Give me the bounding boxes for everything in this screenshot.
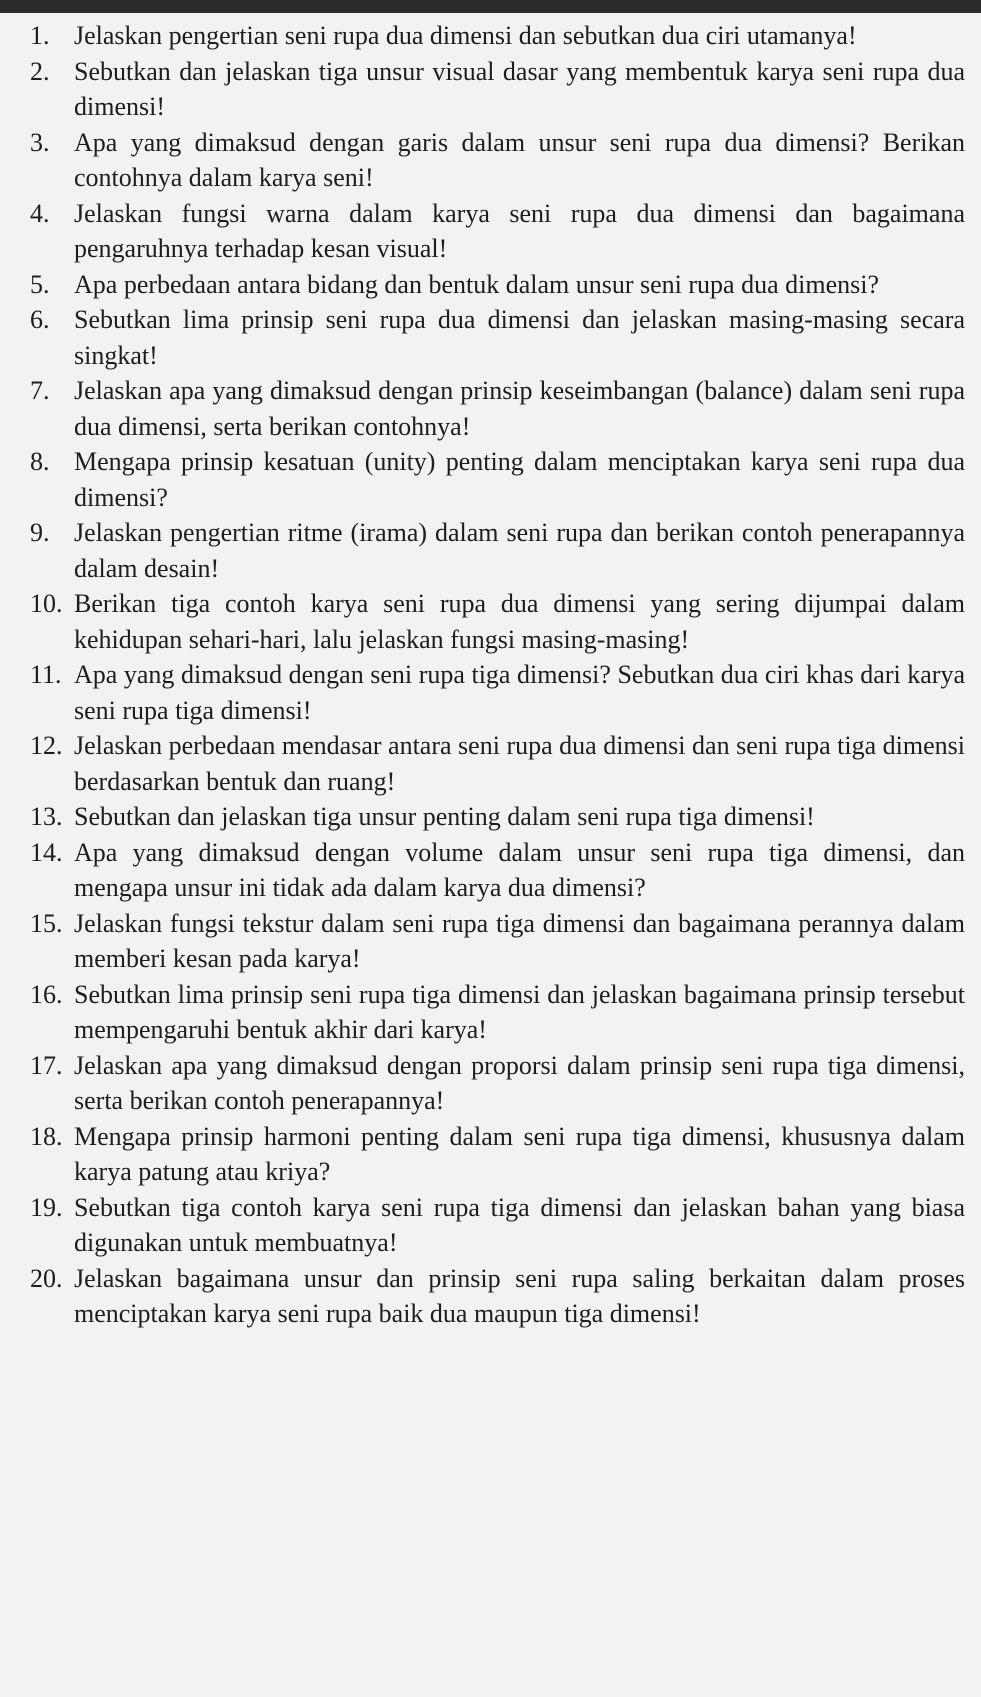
question-text: Jelaskan apa yang dimaksud dengan proporsi dalam prinsip seni rupa tiga dimensi, serta berikan contoh penerapannya! bbox=[74, 1050, 965, 1115]
question-text: Apa yang dimaksud dengan garis dalam unsur seni rupa dua dimensi? Berikan contohnya dalam karya seni! bbox=[74, 127, 965, 192]
question-text: Apa yang dimaksud dengan seni rupa tiga dimensi? Sebutkan dua ciri khas dari karya seni rupa tiga dimensi! bbox=[74, 660, 965, 725]
question-number: 10. bbox=[30, 589, 63, 618]
question-number: 15. bbox=[30, 908, 63, 938]
question-number: 6. bbox=[30, 305, 50, 334]
question-number: 5. bbox=[30, 269, 50, 299]
question-text: Jelaskan perbedaan mendasar antara seni rupa dua dimensi dan seni rupa tiga dimensi berdasarkan bentuk dan ruang! bbox=[74, 731, 965, 796]
question-item bbox=[30, 1119, 965, 1190]
question-item bbox=[30, 125, 965, 196]
question-item bbox=[30, 799, 965, 835]
question-text: Sebutkan lima prinsip seni rupa dua dimensi dan jelaskan masing-masing secara singkat! bbox=[74, 305, 965, 370]
question-number: 17. bbox=[30, 1050, 63, 1080]
question-text: Jelaskan pengertian ritme (irama) dalam seni rupa dan berikan contoh penerapannya dalam desain! bbox=[74, 518, 965, 583]
question-item bbox=[30, 977, 965, 1048]
question-item bbox=[30, 196, 965, 267]
question-number: 19. bbox=[30, 1192, 63, 1222]
question-text: Jelaskan pengertian seni rupa dua dimensi dan sebutkan dua ciri utamanya! bbox=[74, 21, 857, 50]
question-number: 7. bbox=[30, 376, 50, 405]
question-text: Sebutkan dan jelaskan tiga unsur penting dalam seni rupa tiga dimensi! bbox=[74, 802, 815, 831]
question-text: Apa perbedaan antara bidang dan bentuk dalam unsur seni rupa dua dimensi? bbox=[74, 269, 879, 299]
question-sheet bbox=[0, 13, 981, 1697]
question-item bbox=[30, 1190, 965, 1261]
question-number: 18. bbox=[30, 1121, 63, 1151]
question-text: Sebutkan dan jelaskan tiga unsur visual dasar yang membentuk karya seni rupa dua dimensi! bbox=[74, 56, 965, 121]
question-text: Jelaskan fungsi tekstur dalam seni rupa tiga dimensi dan bagaimana perannya dalam memberi kesan pada karya! bbox=[74, 908, 965, 973]
question-text: Berikan tiga contoh karya seni rupa dua dimensi yang sering dijumpai dalam kehidupan sehari-hari, lalu jelaskan fungsi masing-masing! bbox=[74, 589, 965, 654]
question-text: Sebutkan lima prinsip seni rupa tiga dimensi dan jelaskan bagaimana prinsip tersebut mempengaruhi bentuk akhir dari karya! bbox=[74, 979, 965, 1044]
question-number: 16. bbox=[30, 979, 63, 1009]
question-text: Jelaskan bagaimana unsur dan prinsip seni rupa saling berkaitan dalam proses menciptakan karya seni rupa baik dua maupun tiga dimensi! bbox=[74, 1263, 965, 1328]
question-item bbox=[30, 728, 965, 799]
question-item bbox=[30, 54, 965, 125]
question-item bbox=[30, 1048, 965, 1119]
question-text: Jelaskan fungsi warna dalam karya seni rupa dua dimensi dan bagaimana pengaruhnya terhadap kesan visual! bbox=[74, 198, 965, 263]
question-item bbox=[30, 267, 965, 303]
question-number: 1. bbox=[30, 21, 50, 50]
question-text: Mengapa prinsip harmoni penting dalam seni rupa tiga dimensi, khususnya dalam karya patung atau kriya? bbox=[74, 1121, 965, 1186]
question-number: 4. bbox=[30, 198, 50, 228]
question-item bbox=[30, 1261, 965, 1332]
question-item bbox=[30, 835, 965, 906]
question-item bbox=[30, 657, 965, 728]
question-text: Jelaskan apa yang dimaksud dengan prinsip keseimbangan (balance) dalam seni rupa dua dimensi, serta berikan contohnya! bbox=[74, 376, 965, 441]
question-number: 12. bbox=[30, 731, 63, 760]
question-list bbox=[30, 18, 965, 1332]
question-number: 14. bbox=[30, 837, 63, 867]
question-item bbox=[30, 586, 965, 657]
question-number: 2. bbox=[30, 56, 50, 86]
question-number: 9. bbox=[30, 518, 50, 547]
question-number: 13. bbox=[30, 802, 63, 831]
question-number: 11. bbox=[30, 660, 62, 689]
question-number: 20. bbox=[30, 1263, 63, 1293]
question-item bbox=[30, 18, 965, 54]
question-item bbox=[30, 515, 965, 586]
question-text: Apa yang dimaksud dengan volume dalam unsur seni rupa tiga dimensi, dan mengapa unsur ini tidak ada dalam karya dua dimensi? bbox=[74, 837, 965, 902]
question-item bbox=[30, 906, 965, 977]
question-text: Mengapa prinsip kesatuan (unity) penting dalam menciptakan karya seni rupa dua dimensi? bbox=[74, 447, 965, 512]
question-item bbox=[30, 373, 965, 444]
question-number: 3. bbox=[30, 127, 50, 157]
question-text: Sebutkan tiga contoh karya seni rupa tiga dimensi dan jelaskan bahan yang biasa digunakan untuk membuatnya! bbox=[74, 1192, 965, 1257]
question-number: 8. bbox=[30, 447, 50, 476]
question-item bbox=[30, 444, 965, 515]
question-item bbox=[30, 302, 965, 373]
